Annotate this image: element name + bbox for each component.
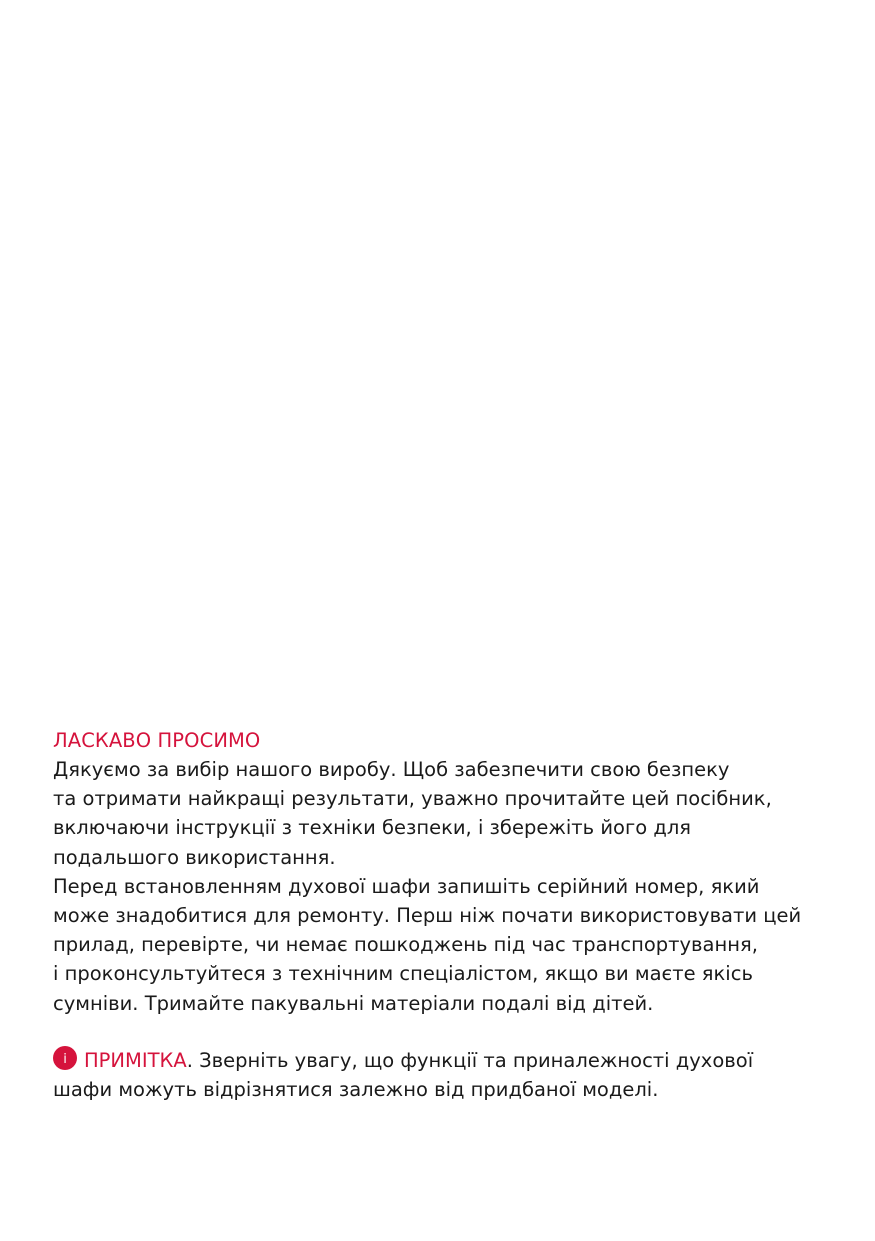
welcome-line: та отримати найкращі результати, уважно прочитайте цей посібник, [53,787,772,811]
welcome-line: включаючи інструкції з техніки безпеки, і збережіть його для [53,816,692,840]
note-line-2: шафи можуть відрізнятися залежно від придбаної моделі. [53,1078,659,1102]
welcome-line: може знадобитися для ремонту. Перш ніж почати використовувати цей [53,904,802,928]
note-text: . Зверніть увагу, що функції та приналежності духової [186,1048,754,1072]
info-icon [53,1046,77,1070]
welcome-line: подальшого використання. [53,845,336,869]
info-icon-glyph: i [63,1051,67,1067]
note-block [53,1046,843,1104]
welcome-line: Дякуємо за вибір нашого виробу. Щоб забезпечити свою безпеку [53,758,730,781]
welcome-line: прилад, перевірте, чи немає пошкоджень під час транспортування, [53,933,758,957]
welcome-line: сумніви. Тримайте пакувальні матеріали подалі від дітей. [53,991,654,1015]
welcome-section [53,726,843,1104]
welcome-heading: ЛАСКАВО ПРОСИМО [53,729,261,752]
welcome-line: і проконсультуйтеся з технічним спеціалістом, якщо ви маєте якісь [53,962,753,986]
note-label: ПРИМІТКА [84,1048,187,1072]
welcome-body [53,755,843,1018]
welcome-line: Перед встановленням духової шафи запишіть серійний номер, який [53,874,760,898]
note-line-1 [53,1046,843,1075]
